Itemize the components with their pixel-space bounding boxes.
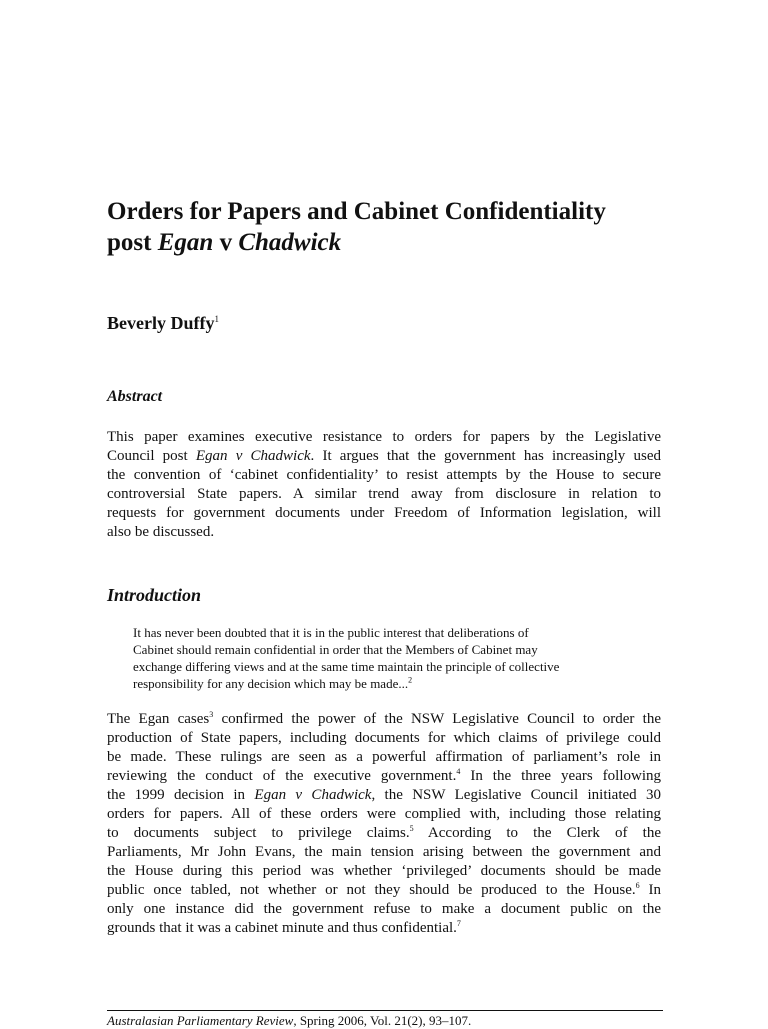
footnote-marker: 4: [456, 767, 461, 776]
body-line: the House during this period was whether ‘privileged’ documents should be made: [107, 863, 661, 879]
author-name: Beverly Duffy: [107, 313, 215, 333]
title-case-name-part2: Chadwick: [238, 229, 342, 256]
footnote-marker: 5: [409, 824, 414, 833]
abstract-heading: Abstract: [107, 388, 163, 405]
author-byline: [107, 313, 219, 334]
journal-issue-details: , Spring 2006, Vol. 21(2), 93–107.: [293, 1013, 472, 1028]
body-line: production of State papers, including documents for which claims of privilege could: [107, 730, 661, 746]
title-line-1: Orders for Papers and Cabinet Confidentiality: [107, 198, 606, 225]
body-line: reviewing the conduct of the executive government.$^4$ In the three years following: [107, 767, 662, 784]
body-line: grounds that it was a cabinet minute and thus confidential.$^7$: [107, 919, 461, 936]
title-case-v: v: [213, 229, 239, 256]
footnote-marker: 3: [209, 710, 214, 719]
abstract-line: This paper examines executive resistance to orders for papers by the Legislative: [107, 429, 661, 445]
quote-line: It has never been doubted that it is in the public interest that deliberations of: [133, 625, 529, 640]
footnote-marker: 7: [456, 919, 461, 928]
body-line: to documents subject to privilege claims.$^5$ According to the Clerk of the: [107, 824, 661, 841]
abstract-line: Council post Egan v Chadwick. It argues that the government has increasingly used: [107, 448, 661, 464]
body-line: orders for papers. All of these orders were complied with, including those relating: [107, 806, 661, 822]
abstract-line: also be discussed.: [107, 524, 215, 540]
footnote-marker: 6: [635, 881, 640, 890]
body-line: Parliaments, Mr John Evans, the main tension arising between the government and: [107, 844, 661, 860]
body-line: public once tabled, not whether or not they should be produced to the House.$^6$ In: [107, 881, 661, 898]
abstract-line: the convention of ‘cabinet confidentiality’ to resist attempts by the House to secure: [107, 467, 661, 483]
body-line: the 1999 decision in Egan v Chadwick, the NSW Legislative Council initiated 30: [107, 787, 661, 803]
introduction-heading: Introduction: [107, 585, 202, 605]
body-line: The Egan cases$^3$ confirmed the power of the NSW Legislative Council to order the: [107, 710, 661, 727]
journal-footer: [107, 1013, 471, 1029]
title-case-name-part1: Egan: [157, 229, 214, 256]
quote-line: Cabinet should remain confidential in order that the Members of Cabinet may: [133, 642, 538, 657]
quote-line: responsibility for any decision which may be made...$^2$: [133, 675, 413, 691]
case-citation: Egan v Chadwick: [254, 787, 372, 803]
abstract-body: [107, 428, 661, 542]
quote-line: exchange differing views and at the same time maintain the principle of collective: [133, 659, 560, 674]
case-citation: Egan v Chadwick: [195, 448, 311, 464]
author-footnote-marker: 1: [214, 314, 219, 324]
body-line: be made. These rulings are seen as a powerful affirmation of parliament’s role in: [107, 749, 661, 765]
abstract-line: controversial State papers. A similar trend away from disclosure in relation to: [107, 486, 661, 502]
introduction-paragraph: [107, 710, 661, 938]
journal-name: Australasian Parliamentary Review: [107, 1013, 294, 1028]
footer-divider: [107, 1010, 663, 1011]
block-quote: [133, 624, 613, 692]
body-line: only one instance did the government refuse to make a document public on the: [107, 901, 661, 917]
paper-title: [107, 196, 667, 258]
title-line-2-prefix: post: [107, 229, 158, 256]
abstract-line: requests for government documents under Freedom of Information legislation, will: [107, 505, 661, 521]
footnote-marker: 2: [408, 675, 413, 685]
